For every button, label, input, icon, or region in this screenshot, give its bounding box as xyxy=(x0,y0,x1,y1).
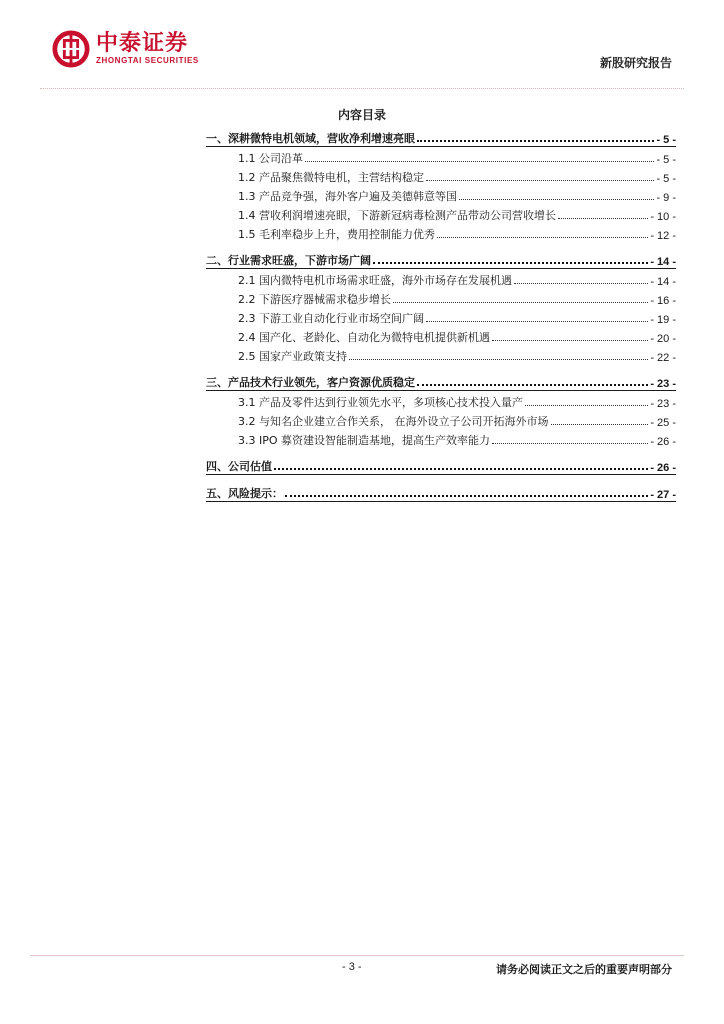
disclaimer-note: 请务必阅读正文之后的重要声明部分 xyxy=(496,963,672,976)
toc-section-5[interactable]: 五、风险提示： - 27 - xyxy=(206,483,676,502)
toc-item-3-2[interactable]: 3.2 与知名企业建立合作关系， 在海外设立子公司开拓海外市场 - 25 - xyxy=(238,415,676,429)
zhongtai-logo-icon xyxy=(52,30,90,68)
toc-section-4[interactable]: 四、公司估值 - 26 - xyxy=(206,456,676,475)
toc-section-1[interactable]: 一、深耕微特电机领域，营收净利增速亮眼 - 5 - xyxy=(206,128,676,147)
logo-english-name: ZHONGTAI SECURITIES xyxy=(96,56,199,65)
header-divider xyxy=(40,88,684,89)
logo-chinese-name: 中泰证券 xyxy=(96,31,189,56)
toc-item-1-5[interactable]: 1.5 毛利率稳步上升，费用控制能力优秀 - 12 - xyxy=(238,228,676,242)
page-header xyxy=(0,0,724,90)
toc-item-1-1[interactable]: 1.1 公司沿革 - 5 - xyxy=(238,152,676,166)
toc-item-2-4[interactable]: 2.4 国产化、老龄化、自动化为微特电机提供新机遇 - 20 - xyxy=(238,331,676,345)
company-logo xyxy=(52,30,199,68)
page-number: - 3 - xyxy=(342,961,362,973)
toc-section-2[interactable]: 二、行业需求旺盛，下游市场广阔 - 14 - xyxy=(206,250,676,269)
toc-item-1-2[interactable]: 1.2 产品聚焦微特电机，主营结构稳定 - 5 - xyxy=(238,171,676,185)
toc-item-2-1[interactable]: 2.1 国内微特电机市场需求旺盛，海外市场存在发展机遇 - 14 - xyxy=(238,274,676,288)
footer-divider xyxy=(30,955,684,956)
toc-title: 内容目录 xyxy=(337,108,386,122)
toc-item-2-5[interactable]: 2.5 国家产业政策支持 - 22 - xyxy=(238,350,676,364)
toc-item-2-3[interactable]: 2.3 下游工业自动化行业市场空间广阔 - 19 - xyxy=(238,312,676,326)
table-of-contents xyxy=(206,128,676,502)
report-type: 新股研究报告 xyxy=(599,56,672,70)
toc-item-1-3[interactable]: 1.3 产品竞争强，海外客户遍及美德韩意等国 - 9 - xyxy=(238,190,676,204)
toc-section-3[interactable]: 三、产品技术行业领先，客户资源优质稳定 - 23 - xyxy=(206,372,676,391)
toc-item-2-2[interactable]: 2.2 下游医疗器械需求稳步增长 - 16 - xyxy=(238,293,676,307)
toc-item-3-1[interactable]: 3.1 产品及零件达到行业领先水平，多项核心技术投入量产 - 23 - xyxy=(238,396,676,410)
toc-item-3-3[interactable]: 3.3 IPO 募资建设智能制造基地，提高生产效率能力 - 26 - xyxy=(238,434,676,448)
toc-item-1-4[interactable]: 1.4 营收利润增速亮眼，下游新冠病毒检测产品带动公司营收增长 - 10 - xyxy=(238,209,676,223)
